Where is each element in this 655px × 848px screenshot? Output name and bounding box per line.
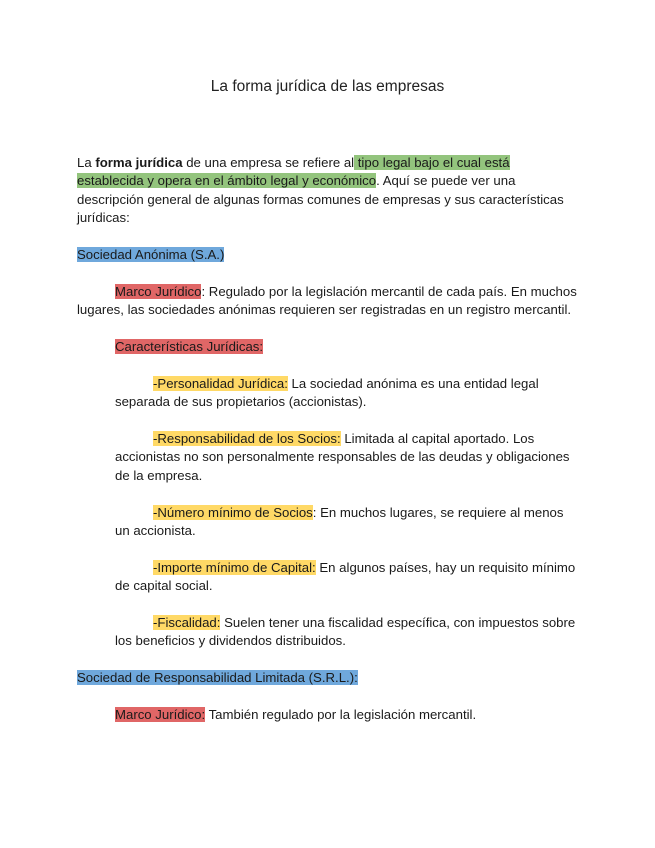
srl-marco-text: También regulado por la legislación mercantil. xyxy=(205,707,477,723)
sa-item-label: -Responsabilidad de los Socios: xyxy=(153,431,341,447)
intro-lead: La xyxy=(77,155,96,170)
sa-item-text: En algunos países, hay un requisito mínimo de capital social. xyxy=(115,559,576,594)
sa-caracteristicas-line xyxy=(77,338,577,356)
sa-item-label: -Importe mínimo de Capital: xyxy=(153,559,316,575)
sa-item-text: La sociedad anónima es una entidad legal separada de sus propietarios (accionistas). xyxy=(115,375,539,410)
intro-highlight: tipo legal bajo el cual está establecida y opera en el ámbito legal y económico xyxy=(77,155,510,189)
sa-item-text: : En muchos lugares, se requiere al menos un accionista. xyxy=(115,504,564,539)
sa-marco-paragraph xyxy=(77,283,577,320)
sa-item xyxy=(77,614,577,651)
intro-mid: de una empresa se refiere al xyxy=(182,155,355,170)
sa-item-label: -Personalidad Jurídica: xyxy=(153,375,288,391)
document-title: La forma jurídica de las empresas xyxy=(210,78,445,95)
intro-paragraph xyxy=(77,154,577,228)
sa-item xyxy=(77,559,577,596)
sa-item-text: Suelen tener una fiscalidad específica, con impuestos sobre los beneficios y dividendos distribuidos. xyxy=(115,615,576,649)
sa-item-label: -Fiscalidad: xyxy=(153,615,221,631)
intro-bold-term: forma jurídica xyxy=(95,155,183,170)
srl-heading-line xyxy=(77,669,577,687)
srl-marco-paragraph xyxy=(77,706,577,724)
sa-heading: Sociedad Anónima (S.A.) xyxy=(77,247,225,263)
sa-marco-label: Marco Jurídico xyxy=(115,283,202,299)
intro-tail: . Aquí se puede ver una descripción general de algunas formas comunes de empresas y sus características jurídicas: xyxy=(77,173,564,226)
srl-marco-label: Marco Jurídico: xyxy=(115,707,206,723)
sa-item-text: Limitada al capital aportado. Los accionistas no son personalmente responsables de las deudas y obligaciones de la empresa. xyxy=(115,431,570,483)
document-body xyxy=(77,154,577,724)
sa-heading-line xyxy=(77,246,577,264)
sa-caracteristicas-label: Características Jurídicas: xyxy=(115,339,264,355)
sa-item xyxy=(77,430,577,485)
sa-marco-text: : Regulado por la legislación mercantil de cada país. En muchos lugares, las sociedades anónimas requieren ser registradas en un registro mercantil. xyxy=(77,283,577,318)
sa-item xyxy=(77,375,577,412)
srl-heading: Sociedad de Responsabilidad Limitada (S.R.L.): xyxy=(77,670,358,686)
sa-item-label: -Número mínimo de Socios xyxy=(153,504,313,520)
sa-item xyxy=(77,504,577,541)
